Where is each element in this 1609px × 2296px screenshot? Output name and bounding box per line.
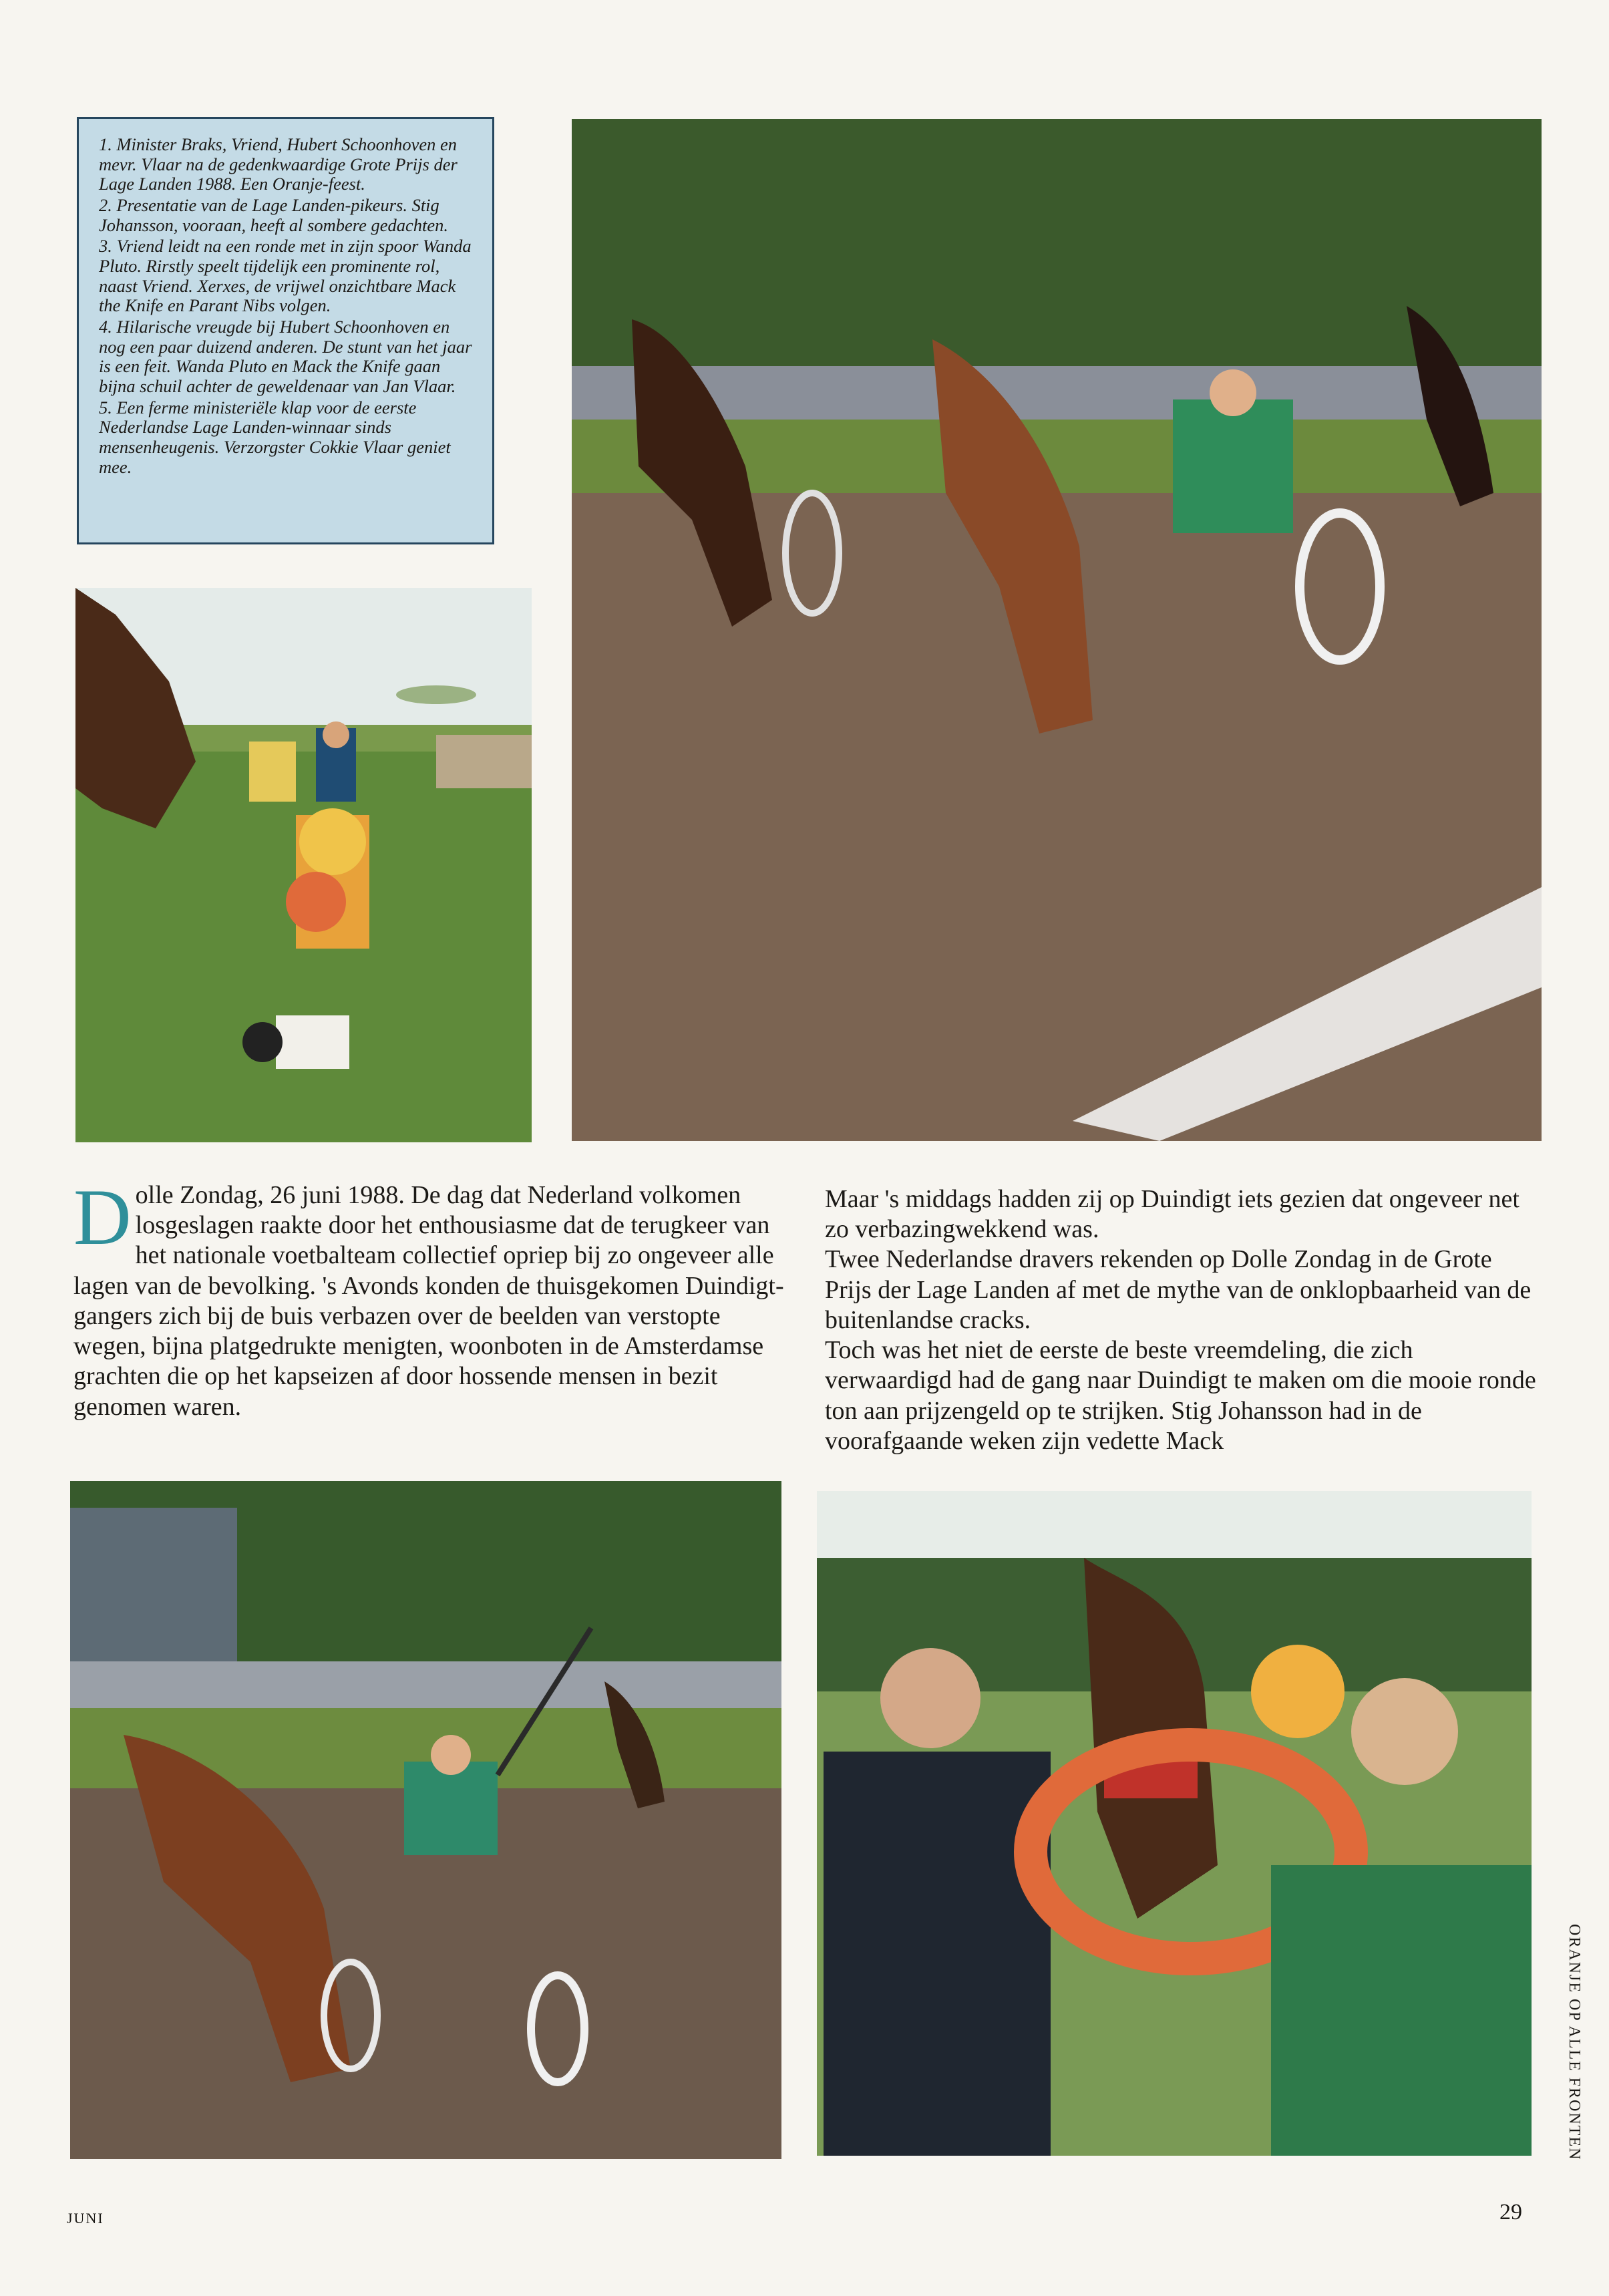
article-column-left — [73, 1172, 795, 1422]
article-column-right — [825, 1184, 1543, 1456]
caption-line-2: 2. Presentatie van de Lage Landen-pikeurs. Stig Johansson, vooraan, heeft al sombere gedachten. — [99, 195, 449, 235]
article-right-paragraph-1: Maar 's middags hadden zij op Duindigt iets gezien dat ongeveer net zo verbazingwekkend was. — [825, 1185, 1519, 1244]
caption-line-5: 5. Een ferme ministeriële klap voor de eerste Nederlandse Lage Landen-winnaar sinds mensenheugenis. Verzorgster Cokkie Vlaar geniet mee. — [99, 397, 451, 477]
photo-celebration — [70, 1481, 781, 2159]
caption-line-1: 1. Minister Braks, Vriend, Hubert Schoonhoven en mevr. Vlaar na de gedenkwaardige Grote Prijs der Lage Landen 1988. Een Oranje-feest. — [99, 134, 458, 194]
photo-presentation — [75, 588, 532, 1142]
page-number: 29 — [1499, 2200, 1522, 2225]
photo-caption-box — [77, 117, 494, 544]
caption-line-3: 3. Vriend leidt na een ronde met in zijn spoor Wanda Pluto. Rirstly speelt tijdelijk een prominente rol, naast Vriend. Xerxes, de vrijwel onzichtbare Mack the Knife en Parant Nibs volgen. — [99, 236, 472, 316]
article-left-text: olle Zondag, 26 juni 1988. De dag dat Nederland volkomen losgeslagen raakte door het enthousiasme dat de terugkeer van het nationale voetbalteam collectief opriep bij zo ongeveer alle lagen van de bevolking. 's Avonds konden de thuisgekomen Duindigt-gangers zich bij de buis verbazen over de beelden van verstopte wegen, bijna platgedrukte menigten, woonboten in de Amsterdamse grachten die op het kapseizen af door hossende mensen in bezit genomen waren. — [73, 1181, 784, 1421]
dropcap-letter: D — [73, 1172, 132, 1261]
photo-race-lead — [572, 119, 1542, 1141]
footer-month: JUNI — [67, 2210, 104, 2227]
caption-line-4: 4. Hilarische vreugde bij Hubert Schoonhoven en nog een paar duizend anderen. De stunt van het jaar is een feit. Wanda Pluto en Mack the Knife gaan bijna schuil achter de geweldenaar van Jan Vlaar. — [99, 317, 472, 397]
section-title-vertical: ORANJE OP ALLE FRONTEN — [1566, 1924, 1583, 2161]
article-right-paragraph-3: Toch was het niet de eerste de beste vreemdeling, die zich verwaardigd had de gang naar Duindigt te maken om die mooie ronde ton aan prijzengeld op te strijken. Stig Johansson had in de voorafgaande weken zijn vedette Mack — [825, 1336, 1536, 1455]
article-right-paragraph-2: Twee Nederlandse dravers rekenden op Dolle Zondag in de Grote Prijs der Lage Landen af met de mythe van de onklopbaarheid van de buitenlandse cracks. — [825, 1245, 1532, 1334]
photo-winners-circle — [817, 1491, 1532, 2156]
